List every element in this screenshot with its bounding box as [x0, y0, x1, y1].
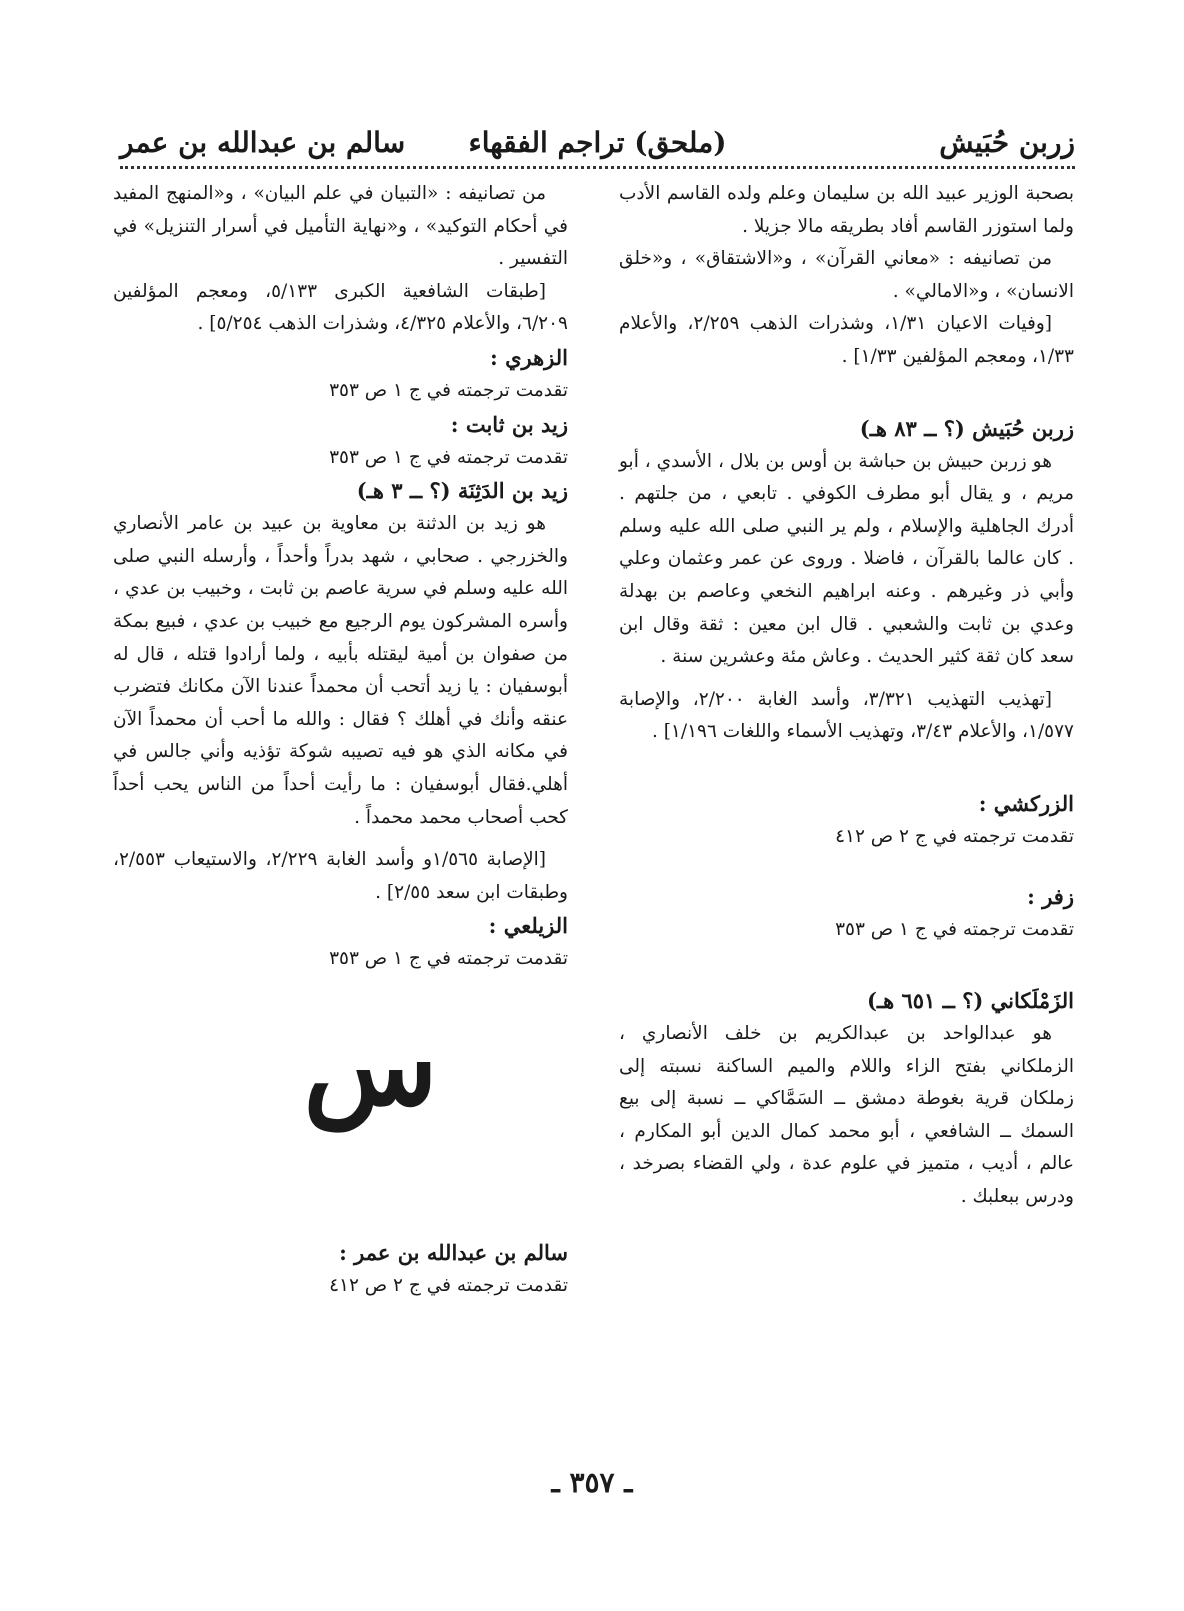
works-paragraph: من تصانيفه : «معاني القرآن» ، و«الاشتقاق» ، و«خلق الانسان» ، و«الامالي» .: [619, 248, 1074, 302]
entry-references-zirr: [تهذيب التهذيب ٣/٣٢١، وأسد الغابة ٢/٢٠٠، والإصابة ١/٥٧٧، والأعلام ٣/٤٣، وتهذيب الأسماء واللغات ١/١٩٦] .: [619, 688, 1074, 743]
entry-body-zuhri: تقدمت ترجمته في ج ١ ص ٣٥٣: [329, 379, 568, 401]
references-paragraph: [وفيات الاعيان ١/٣١، وشذرات الذهب ٢/٢٥٩، والأعلام ١/٣٣، ومعجم المؤلفين ١/٣٣] .: [619, 313, 1074, 367]
entry-body-zaid-thabit: تقدمت ترجمته في ج ١ ص ٣٥٣: [329, 446, 568, 468]
section-letter-sin: س: [303, 1000, 438, 1130]
entry-title-zuhri: الزهري :: [490, 344, 568, 370]
entry-body-zaylai: تقدمت ترجمته في ج ١ ص ٣٥٣: [329, 948, 568, 970]
continuation-paragraph: بصحبة الوزير عبيد الله بن سليمان وعلم ولده القاسم الأدب ولما استوزر القاسم أفاد بطريقه مالا جزيلا .: [619, 183, 1074, 237]
entry-title-zarkashi: الزركشي :: [978, 790, 1074, 816]
entry-references-zaid-dathina: [الإصابة ١/٥٦٥و وأسد الغابة ٢/٢٢٩، والاستيعاب ٢/٥٥٣، وطبقات ابن سعد ٢/٥٥] .: [113, 849, 568, 903]
entry-title-zirr: زربن حُبَيش (؟ ــ ٨٣ هـ): [859, 415, 1074, 441]
entry-body-zirr: هو زربن حبيش بن حباشة بن أوس بن بلال ، الأسدي ، أبو مريم ، و يقال أبو مطرف الكوفي . تابعي ، من جلتهم . أدرك الجاهلية والإسلام ، ولم ير النبي صلى الله عليه وسلم . كان عالما بالقرآن ، فاضلا . وروى عن عمر وعثمان وعلي وأبي ذر وغيرهم . وعنه ابراهيم النخعي وعاصم بن بهدلة وعدي بن ثابت والشعبي . قال ابن معين : ثقة وقال ابن سعد كان ثقة كثير الحديث . وعاش مئة وعشرين سنة .: [619, 450, 1074, 668]
header-center-title: (ملحق) تراجم الفقهاء: [468, 126, 727, 159]
works-paragraph-left: من تصانيفه : «التبيان في علم البيان» ، و«المنهج المفيد في أحكام التوكيد» ، و«نهاية التأميل في أسرار التنزيل» في التفسير .: [113, 183, 568, 270]
entry-title-zamlakani: الزَمْلَكاني (؟ ــ ٦٥١ هـ): [866, 988, 1074, 1014]
page-number: ـ ٣٥٧ ـ: [551, 1466, 633, 1499]
references-paragraph-left: [طبقات الشافعية الكبرى ٥/١٣٣، ومعجم المؤلفين ٦/٢٠٩، والأعلام ٤/٣٢٥، وشذرات الذهب ٥/٢٥٤] .: [113, 280, 568, 335]
entry-title-salim: سالم بن عبدالله بن عمر :: [339, 1239, 568, 1265]
right-column: [619, 178, 1074, 1214]
header-right-title: زربن حُبَيش: [939, 126, 1075, 159]
entry-body-zarkashi: تقدمت ترجمته في ج ٢ ص ٤١٢: [835, 825, 1074, 847]
entry-body-zaid-dathina: هو زيد بن الدثنة بن معاوية بن عبيد بن عامر الأنصاري والخزرجي . صحابي ، شهد بدراً وأحداً ، وأرسله النبي صلى الله عليه وسلم في سرية عاصم بن ثابت ، وخبيب بن عدي ، وأسره المشركون يوم الرجيع مع خبيب بن عدي ، فبيع بمكة من صفوان بن أمية ليقتله بأبيه ، ولما أرادوا قتله ، قال له أبوسفيان : يا زيد أتحب أن محمداً عندنا الآن مكانك فتضرب عنقه وأنك في أهلك ؟ فقال : والله ما أحب أن محمداً الآن في مكانه الذي هو فيه تصيبه شوكة تؤذيه وأني جالس في أهلي.فقال أبوسفيان : ما رأيت أحداً من الناس يحب أحداً كحب أصحاب محمد محمداً .: [113, 513, 568, 828]
header-left-title: سالم بن عبدالله بن عمر: [120, 126, 406, 159]
entry-title-zaylai: الزيلعي :: [488, 913, 568, 939]
entry-title-zaid-thabit: زيد بن ثابت :: [450, 411, 568, 437]
entry-title-zufar: زفر :: [1027, 883, 1074, 909]
entry-body-salim: تقدمت ترجمته في ج ٢ ص ٤١٢: [329, 1274, 568, 1296]
entry-body-zamlakani: هو عبدالواحد بن عبدالكريم بن خلف الأنصاري ، الزملكاني بفتح الزاء واللام والميم الساكنة نسبته إلى زملكان قرية بغوطة دمشق ــ السَمَّاكي ــ نسبة إلى بيع السمك ــ الشافعي ، أبو محمد كمال الدين أبو المكارم ، عالم ، أديب ، متميز في علوم عدة ، ولي القضاء بصرخد ، ودرس ببعلبك .: [619, 1023, 1074, 1208]
running-header: [120, 118, 1075, 169]
left-column: [113, 178, 568, 1302]
entry-body-zufar: تقدمت ترجمته في ج ١ ص ٣٥٣: [835, 918, 1074, 940]
entry-title-zaid-dathina: زيد بن الدَثِنَة (؟ ــ ٣ هـ): [356, 478, 568, 504]
